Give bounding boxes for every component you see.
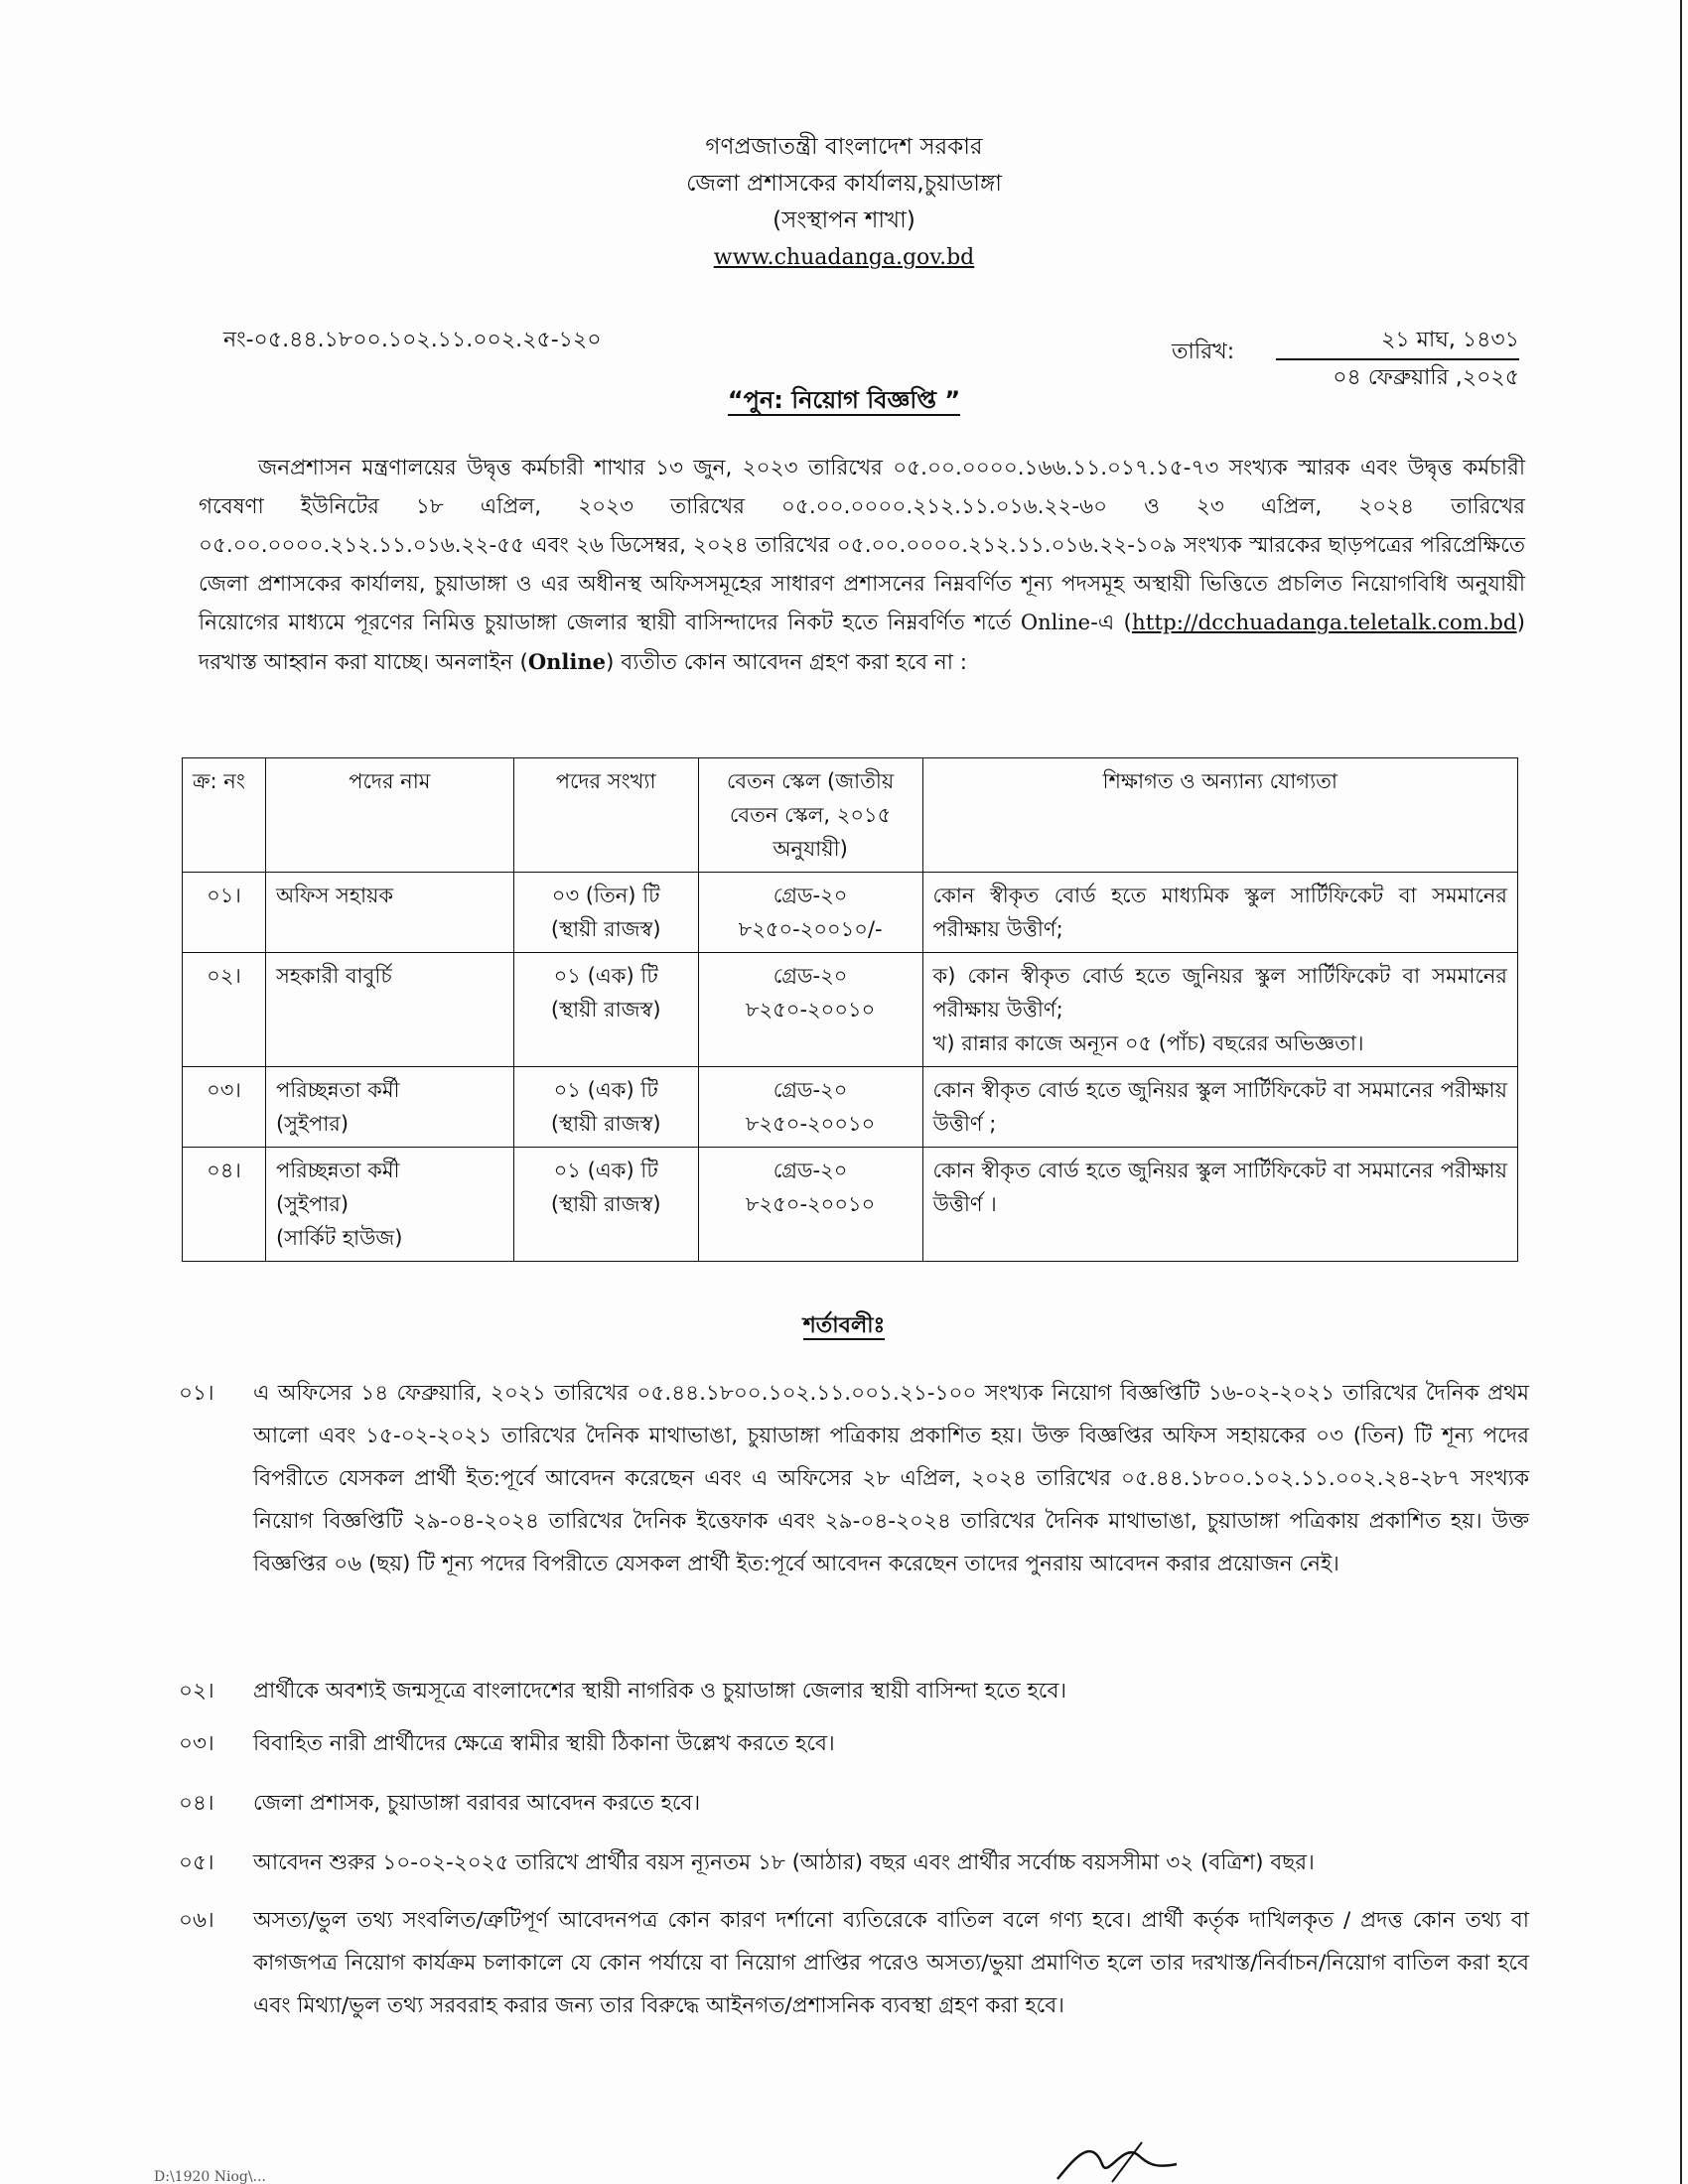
- notice-title-text: “পুন: নিয়োগ বিজ্ঞপ্তি ”: [727, 386, 961, 414]
- term-number: ০৬।: [179, 1908, 214, 1933]
- scale: ৮২৫০-২০০১০: [745, 998, 876, 1022]
- date-english: ০৪ ফেব্রুয়ারি ,২০২৫: [1333, 365, 1519, 390]
- grade: গ্রেড-২০: [773, 1078, 848, 1102]
- term-text: জেলা প্রশাসক, চুয়াডাঙ্গা বরাবর আবেদন করতে হবে।: [253, 1791, 701, 1816]
- term-number: ০২।: [179, 1679, 214, 1704]
- row-post-name: [265, 1067, 513, 1148]
- count-type: (স্থায়ী রাজস্ব): [550, 998, 661, 1022]
- application-url-link[interactable]: http://dcchuadanga.teletalk.com.bd: [1131, 611, 1517, 635]
- term-item: [179, 1670, 1529, 1712]
- term-text: অসত্য/ভুল তথ্য সংবলিত/ত্রুটিপূর্ণ আবেদনপত্র কোন কারণ দর্শানো ব্যতিরেকে বাতিল বলে গণ্য হবে। প্রার্থী কর্তৃক দাখিলকৃত / প্রদত্ত কোন তথ্য বা কাগজপত্র নিয়োগ কার্যক্রম চলাকালে যে কোন পর্যায়ে বা নিয়োগ প্রাপ্তির পরেও অসত্য/ভুয়া প্রমাণিত হলে তার দরখাস্ত/নির্বাচন/নিয়োগ বাতিল করা হবে এবং মিথ্যা/ভুল তথ্য সরবরাহ করার জন্য তার বিরুদ্ধে আইনগত/প্রশাসনিক ব্যবস্থা গ্রহণ করা হবে।: [253, 1908, 1529, 2018]
- intro-online-word: Online: [1020, 611, 1091, 634]
- count-type: (স্থায়ী রাজস্ব): [550, 1192, 661, 1216]
- row-pay-scale: [698, 953, 922, 1067]
- terms-title-text: শর্তাবলীঃ: [802, 1313, 886, 1338]
- term-number: ০৩।: [179, 1731, 214, 1756]
- row-post-name: [265, 953, 513, 1067]
- col-header-pay-scale: বেতন স্কেল (জাতীয় বেতন স্কেল, ২০১৫ অনুযায়ী): [698, 758, 922, 873]
- row-post-name: [265, 1148, 513, 1262]
- term-text: প্রার্থীকে অবশ্যই জন্মসূত্রে বাংলাদেশের স্থায়ী নাগরিক ও চুয়াডাঙ্গা জেলার স্থায়ী বাসিন্দা হতে হবে।: [253, 1679, 1067, 1704]
- scan-edge-line: [1680, 0, 1682, 2184]
- post-name: অফিস সহায়ক: [275, 884, 394, 907]
- intro-online-bold: Online: [527, 649, 607, 674]
- term-item: [179, 1782, 1529, 1825]
- row-qualification: কোন স্বীকৃত বোর্ড হতে মাধ্যমিক স্কুল সার্টিফিকেট বা সমমানের পরীক্ষায় উত্তীর্ণ;: [922, 873, 1517, 953]
- table-row: [183, 1148, 1518, 1262]
- memo-number: নং-০৫.৪৪.১৮০০.১০২.১১.০০২.২৫-১২০: [223, 328, 602, 352]
- row-qualification: কোন স্বীকৃত বোর্ড হতে জুনিয়র স্কুল সার্টিফিকেট বা সমমানের পরীক্ষায় উত্তীর্ণ ।: [922, 1148, 1517, 1262]
- row-serial: ০১।: [183, 873, 266, 953]
- count-value: ০৩ (তিন) টি: [551, 884, 660, 907]
- scale: ৮২৫০-২০০১০/-: [738, 917, 883, 941]
- table-row: [183, 873, 1518, 953]
- intro-text-3: ) দরখাস্ত আহ্বান করা যাচ্ছে। অনলাইন (: [199, 611, 1525, 675]
- row-post-name: [265, 873, 513, 953]
- row-pay-scale: [698, 873, 922, 953]
- post-subtitle: (সুইপার): [275, 1112, 350, 1136]
- row-pay-scale: [698, 1148, 922, 1262]
- post-name: পরিচ্ছন্নতা কর্মী: [275, 1159, 400, 1182]
- letterhead: [0, 129, 1688, 276]
- col-header-post-count: পদের সংখ্যা: [513, 758, 698, 873]
- qualification-a: ক) কোন স্বীকৃত বোর্ড হতে জুনিয়র স্কুল সার্টিফিকেট বা সমমানের পরীক্ষায় উত্তীর্ণ;: [932, 964, 1507, 1022]
- office-name: জেলা প্রশাসকের কার্যালয়,চুয়াডাঙ্গা: [686, 171, 1002, 197]
- count-type: (স্থায়ী রাজস্ব): [550, 1112, 661, 1136]
- term-text: বিবাহিত নারী প্রার্থীদের ক্ষেত্রে স্বামীর স্থায়ী ঠিকানা উল্লেখ করতে হবে।: [253, 1731, 835, 1756]
- term-number: ০৫।: [179, 1850, 214, 1875]
- intro-paragraph: [199, 449, 1525, 682]
- row-post-count: [513, 953, 698, 1067]
- scale: ৮২৫০-২০০১০: [745, 1112, 876, 1136]
- terms-title: [0, 1308, 1688, 1345]
- grade: গ্রেড-২০: [773, 884, 848, 907]
- col-header-qualification: শিক্ষাগত ও অন্যান্য যোগ্যতা: [922, 758, 1517, 873]
- footer-file-path: D:\1920 Niog\...: [154, 2169, 266, 2184]
- row-serial: ০৪।: [183, 1148, 266, 1262]
- row-qualification: কোন স্বীকৃত বোর্ড হতে জুনিয়র স্কুল সার্টিফিকেট বা সমমানের পরীক্ষায় উত্তীর্ণ ;: [922, 1067, 1517, 1148]
- term-number: ০৪।: [179, 1791, 214, 1816]
- signature-mark: [1053, 2134, 1182, 2184]
- website-link[interactable]: www.chuadanga.gov.bd: [713, 245, 975, 270]
- notice-title: [0, 382, 1688, 422]
- term-text: আবেদন শুরুর ১০-০২-২০২৫ তারিখে প্রার্থীর বয়স ন্যূনতম ১৮ (আঠার) বছর এবং প্রার্থীর সর্বোচ্চ বয়সসীমা ৩২ (বত্রিশ) বছর।: [253, 1850, 1315, 1875]
- qualification-b: খ) রান্নার কাজে অন্যূন ০৫ (পাঁচ) বছরের অভিজ্ঞতা।: [932, 1031, 1364, 1055]
- section-name: (সংস্থাপন শাখা): [773, 207, 915, 233]
- term-text: এ অফিসের ১৪ ফেব্রুয়ারি, ২০২১ তারিখের ০৫.৪৪.১৮০০.১০২.১১.০০১.২১-১০০ সংখ্যক নিয়োগ বিজ্ঞপ্তিটি ১৬-০২-২০২১ তারিখের দৈনিক প্রথম আলো এবং ১৫-০২-২০২১ তারিখের দৈনিক মাথাভাঙা, চুয়াডাঙ্গা পত্রিকায় প্রকাশিত হয়। উক্ত বিজ্ঞপ্তির অফিস সহায়কের ০৩ (তিন) টি শূন্য পদের বিপরীতে যেসকল প্রার্থী ইত:পূর্বে আবেদন করেছেন এবং এ অফিসের ২৮ এপ্রিল, ২০২৪ তারিখের ০৫.৪৪.১৮০০.১০২.১১.০০২.২৪-২৮৭ সংখ্যক নিয়োগ বিজ্ঞপ্তিটি ২৯-০৪-২০২৪ তারিখের দৈনিক ইত্তেফাক এবং ২৯-০৪-২০২৪ তারিখের দৈনিক মাথাভাঙা, চুয়াডাঙ্গা পত্রিকায় প্রকাশিত হয়। উক্ত বিজ্ঞপ্তির ০৬ (ছয়) টি শূন্য পদের বিপরীতে যেসকল প্রার্থী ইত:পূর্বে আবেদন করেছেন তাদের পুনরায় আবেদন করার প্রয়োজন নেই।: [253, 1381, 1529, 1576]
- row-qualification: [922, 953, 1517, 1067]
- post-location: (সার্কিট হাউজ): [275, 1226, 403, 1250]
- col-header-post-name: পদের নাম: [265, 758, 513, 873]
- term-item: [179, 1842, 1529, 1884]
- post-subtitle: (সুইপার): [275, 1192, 350, 1216]
- term-number: ০১।: [179, 1381, 214, 1406]
- count-type: (স্থায়ী রাজস্ব): [550, 917, 661, 941]
- intro-text-2: -এ (: [1090, 611, 1132, 635]
- row-post-count: [513, 1148, 698, 1262]
- intro-text-1: জনপ্রশাসন মন্ত্রণালয়ের উদ্বৃত্ত কর্মচারী শাখার ১৩ জুন, ২০২৩ তারিখের ০৫.০০.০০০০.১৬৬.১১.০১৭.১৫-৭৩ সংখ্যক স্মারক এবং উদ্বৃত্ত কর্মচারী গবেষণা ইউনিটের ১৮ এপ্রিল, ২০২৩ তারিখের ০৫.০০.০০০০.২১২.১১.০১৬.২২-৬০ ও ২৩ এপ্রিল, ২০২৪ তারিখের ০৫.০০.০০০০.২১২.১১.০১৬.২২-৫৫ এবং ২৬ ডিসেম্বর, ২০২৪ তারিখের ০৫.০০.০০০০.২১২.১১.০১৬.২২-১০৯ সংখ্যক স্মারকের ছাড়পত্রের পরিপ্রেক্ষিতে জেলা প্রশাসকের কার্যালয়, চুয়াডাঙ্গা ও এর অধীনস্থ অফিসসমূহের সাধারণ প্রশাসনের নিম্নবর্ণিত শূন্য পদসমূহ অস্থায়ী ভিত্তিতে প্রচলিত নিয়োগবিধি অনুযায়ী নিয়োগের মাধ্যমে পূরণের নিমিত্ত চুয়াডাঙ্গা জেলার স্থায়ী বাসিন্দাদের নিকট হতে নিম্নবর্ণিত শর্তে: [199, 456, 1525, 635]
- col-header-serial: ক্র: নং: [183, 758, 266, 873]
- term-item: [179, 1722, 1529, 1765]
- grade: গ্রেড-২০: [773, 964, 848, 988]
- scale: ৮২৫০-২০০১০: [745, 1192, 876, 1216]
- date-bangla: ২১ মাঘ, ১৪৩১: [1276, 323, 1519, 360]
- date-label: তারিখ:: [1172, 340, 1235, 364]
- term-item: [179, 1899, 1529, 2027]
- post-name: সহকারী বাবুর্চি: [275, 964, 392, 988]
- row-post-count: [513, 873, 698, 953]
- vacancy-table: [182, 757, 1518, 1262]
- table-header-row: [183, 758, 1518, 873]
- grade: গ্রেড-২০: [773, 1159, 848, 1182]
- count-value: ০১ (এক) টি: [553, 964, 658, 988]
- row-post-count: [513, 1067, 698, 1148]
- row-serial: ০২।: [183, 953, 266, 1067]
- intro-text-4: ) ব্যতীত কোন আবেদন গ্রহণ করা হবে না :: [606, 650, 968, 675]
- count-value: ০১ (এক) টি: [553, 1159, 658, 1182]
- post-name: পরিচ্ছন্নতা কর্মী: [275, 1078, 400, 1102]
- term-item: [179, 1372, 1529, 1585]
- table-row: [183, 953, 1518, 1067]
- row-pay-scale: [698, 1067, 922, 1148]
- row-serial: ০৩।: [183, 1067, 266, 1148]
- government-name: গণপ্রজাতন্ত্রী বাংলাদেশ সরকার: [705, 134, 983, 160]
- table-row: [183, 1067, 1518, 1148]
- count-value: ০১ (এক) টি: [553, 1078, 658, 1102]
